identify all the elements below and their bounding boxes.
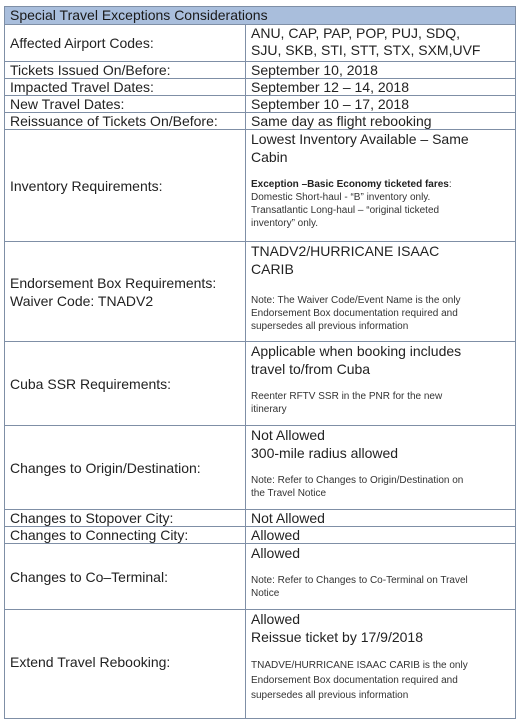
row-label: Reissuance of Tickets On/Before: [5, 113, 246, 129]
note-line: the Travel Notice [251, 488, 327, 499]
row-label: Cuba SSR Requirements: [5, 342, 246, 425]
row-label: Changes to Co–Terminal: [5, 544, 246, 609]
row-label: Inventory Requirements: [5, 130, 246, 241]
note-line: supersedes all previous information [251, 321, 409, 332]
value-line: travel to/from Cuba [251, 361, 371, 377]
table-row [5, 510, 516, 527]
value-line: SJU, SKB, STI, STT, STX, SXM,UVF [251, 42, 481, 58]
row-value: September 10, 2018 [246, 62, 516, 78]
value-line: Cabin [251, 149, 288, 165]
table-row [5, 25, 516, 62]
note-line: Endorsement Box documentation required and [251, 308, 458, 319]
table-row [5, 62, 516, 79]
value-line: CARIB [251, 261, 294, 277]
value-line: TNADV2/HURRICANE ISAAC [251, 243, 440, 259]
note-line: Domestic Short-haul - “B” inventory only. [251, 192, 431, 203]
row-label: Extend Travel Rebooking: [5, 610, 246, 718]
value-line: 300-mile radius allowed [251, 445, 399, 461]
row-label: Affected Airport Codes: [5, 25, 246, 61]
table-row [5, 426, 516, 510]
row-value [246, 25, 516, 61]
table-row [5, 113, 516, 130]
note-line: Endorsement Box documentation required and [251, 675, 458, 686]
table-row [5, 96, 516, 113]
row-value: September 10 – 17, 2018 [246, 96, 516, 112]
note-line: Reenter RFTV SSR in the PNR for the new [251, 391, 443, 402]
note-line: Note: Refer to Changes to Co-Terminal on Travel [251, 575, 468, 586]
row-label: Changes to Connecting City: [5, 527, 246, 543]
note-line: supersedes all previous information [251, 690, 409, 701]
row-value: Allowed [246, 527, 516, 543]
row-value: Same day as flight rebooking [246, 113, 516, 129]
exception-note [251, 178, 515, 191]
row-value [246, 130, 516, 241]
table-row [5, 342, 516, 426]
value-line: Allowed [251, 545, 301, 561]
note-line: Notice [251, 588, 280, 599]
note-line: itinerary [251, 404, 287, 415]
row-label: Tickets Issued On/Before: [5, 62, 246, 78]
row-label: New Travel Dates: [5, 96, 246, 112]
table-row [5, 527, 516, 544]
note-line: Note: The Waiver Code/Event Name is the only [251, 295, 461, 306]
row-value [246, 342, 516, 425]
table-row [5, 610, 516, 719]
value-line: ANU, CAP, PAP, POP, PUJ, SDQ, [251, 25, 461, 41]
row-value: September 12 – 14, 2018 [246, 79, 516, 95]
value-line: Reissue ticket by 17/9/2018 [251, 629, 423, 645]
note-line: Note: Refer to Changes to Origin/Destination on [251, 475, 464, 486]
value-line: Lowest Inventory Available – Same [251, 131, 469, 147]
label-line: Endorsement Box Requirements: [10, 274, 217, 291]
row-label [5, 242, 246, 341]
row-label: Impacted Travel Dates: [5, 79, 246, 95]
row-value [246, 544, 516, 609]
table-row [5, 79, 516, 96]
value-line: Applicable when booking includes [251, 343, 462, 359]
exceptions-table [4, 6, 516, 719]
exception-heading: Exception –Basic Economy ticketed fares: [251, 179, 452, 190]
table-title: Special Travel Exceptions Considerations [5, 7, 516, 25]
value-line: Not Allowed [251, 427, 325, 443]
table-row [5, 242, 516, 342]
table-row [5, 544, 516, 610]
row-label: Changes to Stopover City: [5, 510, 246, 526]
label-line: Waiver Code: TNADV2 [10, 292, 154, 309]
row-value: Not Allowed [246, 510, 516, 526]
note-line: TNADVE/HURRICANE ISAAC CARIB is the only [251, 660, 468, 671]
value-line: Allowed [251, 611, 301, 627]
row-value [246, 610, 516, 718]
note-line: Transatlantic Long-haul – “original ticketed [251, 205, 440, 216]
row-label: Changes to Origin/Destination: [5, 426, 246, 509]
row-value [246, 242, 516, 341]
row-value [246, 426, 516, 509]
note-line: inventory” only. [251, 218, 319, 229]
table-row [5, 130, 516, 242]
